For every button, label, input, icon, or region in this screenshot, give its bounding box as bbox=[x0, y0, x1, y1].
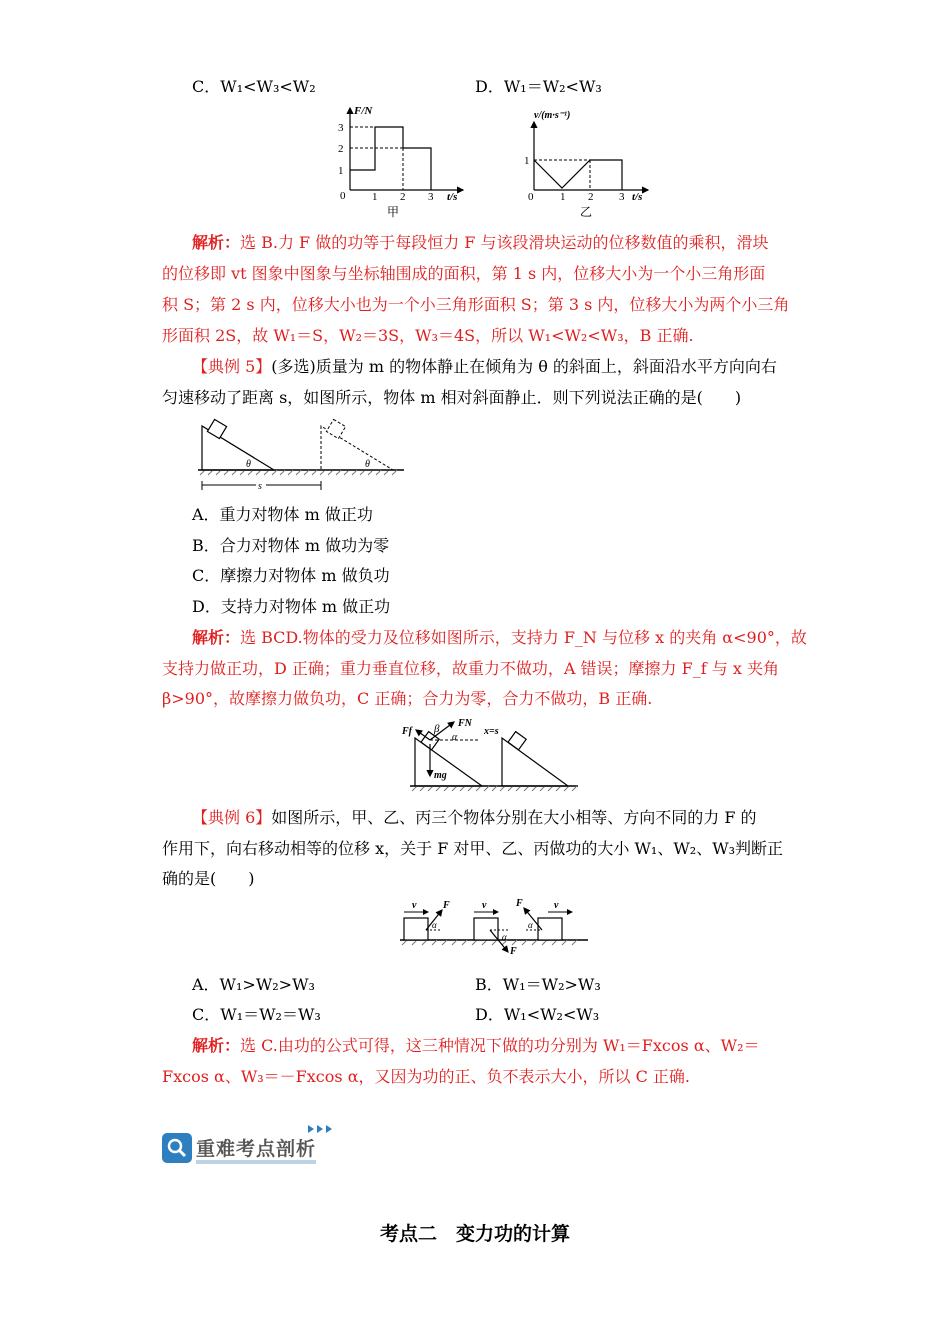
graph-f-t bbox=[335, 102, 470, 220]
beta-label: β bbox=[434, 723, 440, 735]
alpha-label: α bbox=[502, 932, 507, 942]
example-6-option-a: A．W₁>W₂>W₃ bbox=[192, 975, 315, 994]
force-label: F bbox=[516, 898, 523, 909]
analysis-1-line: 积 S；第 2 s 内，位移大小也为一个小三角形面积 S；第 3 s 内，位移大小为两个小三角 bbox=[162, 295, 790, 314]
analysis-label: 解析： bbox=[192, 233, 241, 252]
graph-yi-caption: 乙 bbox=[580, 205, 593, 219]
mg-label: mg bbox=[434, 770, 447, 781]
graph-jia-xtick: 2 bbox=[400, 191, 406, 203]
analysis-1-line bbox=[192, 233, 822, 253]
analysis-1-line: 形面积 2S，故 W₁＝S，W₂＝3S，W₃＝4S，所以 W₁<W₂<W₃，B 正确. bbox=[162, 326, 694, 345]
analysis-3-line: Fxcos α、W₃＝－Fxcos α，又因为功的正、负不表示大小，所以 C 正确. bbox=[162, 1067, 691, 1086]
analysis-label: 解析： bbox=[192, 628, 241, 647]
incline-figure bbox=[196, 418, 406, 496]
example-5-option: A．重力对物体 m 做正功 bbox=[192, 505, 373, 524]
three-blocks-figure bbox=[398, 896, 590, 956]
theta-label: θ bbox=[246, 459, 251, 470]
example-6-option-d: D．W₁<W₂<W₃ bbox=[475, 1005, 600, 1024]
graph-yi-ylabel: v/(m·s⁻¹) bbox=[534, 110, 571, 121]
example-6-option-b: B．W₁＝W₂>W₃ bbox=[475, 975, 601, 994]
example-5-line bbox=[192, 357, 822, 377]
analysis-label: 解析： bbox=[192, 1036, 241, 1055]
example-text: (多选)质量为 m 的物体静止在倾角为 θ 的斜面上，斜面沿水平方向向右 bbox=[271, 357, 777, 376]
alpha-label: α bbox=[452, 732, 458, 743]
graph-jia-ytick: 0 bbox=[340, 190, 346, 202]
example-5-option: C．摩擦力对物体 m 做负功 bbox=[192, 566, 390, 585]
graph-yi-ytick: 1 bbox=[524, 155, 530, 167]
banner-heading: 重难考点剖析 bbox=[196, 1138, 316, 1164]
ff-label: Ff bbox=[402, 726, 412, 737]
example-6-line: 作用下，向右移动相等的位移 x，关于 F 对甲、乙、丙做功的大小 W₁、W₂、W₃判断正 bbox=[162, 839, 784, 858]
graph-yi-xtick: 2 bbox=[588, 191, 594, 203]
example-5-option: B．合力对物体 m 做功为零 bbox=[192, 536, 390, 555]
example-5-line: 匀速移动了距离 s，如图所示，物体 m 相对斜面静止．则下列说法正确的是( ) bbox=[162, 388, 742, 407]
analysis-2-line: β>90°，故摩擦力做负功，C 正确；合力为零，合力不做功，B 正确. bbox=[162, 689, 653, 708]
analysis-3-line bbox=[192, 1036, 822, 1056]
analysis-text: 选 BCD.物体的受力及位移如图所示，支持力 F_N 与位移 x 的夹角 α<90°，故 bbox=[240, 628, 807, 647]
example-6-line bbox=[192, 808, 822, 828]
graph-yi-xlabel: t/s bbox=[632, 191, 643, 203]
graph-jia-ytick: 3 bbox=[338, 122, 344, 134]
fn-label: FN bbox=[458, 718, 472, 729]
example-6-line: 确的是( ) bbox=[162, 869, 255, 888]
graph-jia-caption: 甲 bbox=[387, 205, 400, 219]
analysis-1-line: 的位移即 vt 图象中图象与坐标轴围成的面积，第 1 s 内，位移大小为一个小三角形面 bbox=[162, 264, 766, 283]
velocity-label: v bbox=[482, 900, 487, 911]
option-c-top: C．W₁<W₃<W₂ bbox=[192, 77, 316, 96]
graph-jia-ylabel: F/N bbox=[354, 105, 373, 117]
example-5-option: D．支持力对物体 m 做正功 bbox=[192, 597, 391, 616]
example-tag: 【典例 5】 bbox=[192, 357, 272, 376]
theta-label: θ bbox=[365, 459, 370, 470]
analysis-text: 选 C.由功的公式可得，这三种情况下做的功分别为 W₁＝Fxcos α、W₂＝ bbox=[240, 1036, 760, 1055]
graph-jia-ytick: 1 bbox=[338, 165, 344, 177]
option-d-top: D．W₁＝W₂<W₃ bbox=[475, 77, 602, 96]
example-text: 如图所示，甲、乙、丙三个物体分别在大小相等、方向不同的力 F 的 bbox=[271, 808, 757, 827]
force-label: F bbox=[443, 900, 450, 911]
example-6-option-c: C．W₁＝W₂＝W₃ bbox=[192, 1005, 321, 1024]
alpha-label: α bbox=[528, 920, 533, 930]
triple-arrow-icon bbox=[306, 1124, 336, 1134]
force-diagram bbox=[400, 716, 580, 796]
section-title: 考点二 变力功的计算 bbox=[379, 1223, 570, 1245]
graph-yi-xtick: 3 bbox=[619, 191, 625, 203]
force-label: F bbox=[510, 946, 517, 956]
graph-jia-xlabel: t/s bbox=[447, 191, 458, 203]
analysis-2-line bbox=[192, 628, 822, 648]
graph-jia-xtick: 3 bbox=[428, 191, 434, 203]
graph-yi-xtick: 1 bbox=[560, 191, 566, 203]
velocity-label: v bbox=[554, 900, 559, 911]
analysis-2-line: 支持力做正功，D 正确；重力垂直位移，故重力不做功，A 错误；摩擦力 F_f 与 x 夹角 bbox=[162, 659, 779, 678]
distance-label: s bbox=[258, 481, 262, 492]
velocity-label: v bbox=[412, 900, 417, 911]
example-tag: 【典例 6】 bbox=[192, 808, 272, 827]
displacement-label: x=s bbox=[484, 726, 499, 737]
alpha-label: α bbox=[432, 920, 437, 930]
analysis-text: 选 B.力 F 做的功等于每段恒力 F 与该段滑块运动的位移数值的乘积，滑块 bbox=[240, 233, 769, 252]
graph-v-t bbox=[520, 108, 655, 220]
graph-yi-ytick: 0 bbox=[528, 191, 534, 203]
search-icon bbox=[162, 1133, 192, 1163]
graph-jia-xtick: 1 bbox=[372, 191, 378, 203]
graph-jia-ytick: 2 bbox=[338, 143, 344, 155]
